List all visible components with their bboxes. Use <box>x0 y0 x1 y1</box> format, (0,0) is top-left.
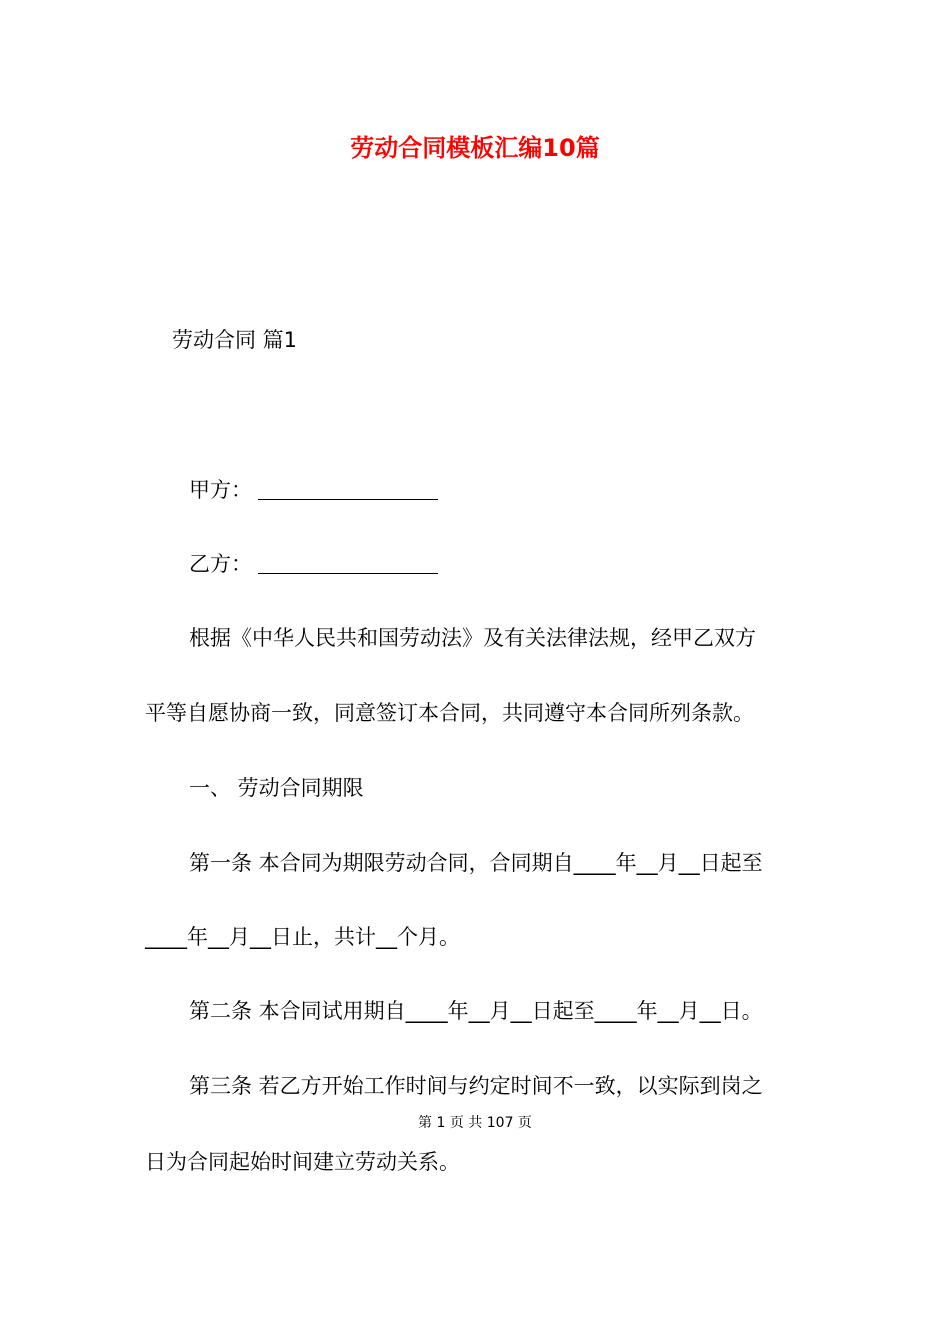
article-1-line-1: 第一条 本合同为期限劳动合同，合同期自____年__月__日起至 <box>189 851 763 875</box>
article-1-line-2: ____年__月__日止，共计__个月。 <box>145 925 460 949</box>
chapter-1-heading: 一、 劳动合同期限 <box>189 776 364 800</box>
paragraph-1-line-2: 平等自愿协商一致，同意签订本合同，共同遵守本合同所列条款。 <box>145 701 754 725</box>
party-a-line <box>189 475 438 505</box>
party-b-blank <box>258 553 438 574</box>
article-3-line-1: 第三条 若乙方开始工作时间与约定时间不一致，以实际到岗之 <box>189 1074 763 1098</box>
section-heading: 劳动合同 篇1 <box>172 328 298 352</box>
party-a-blank <box>258 479 438 500</box>
page-footer: 第 1 页 共 107 页 <box>418 1115 532 1131</box>
document-title: 劳动合同模板汇编10篇 <box>350 134 600 162</box>
paragraph-1-line-1: 根据《中华人民共和国劳动法》及有关法律法规，经甲乙双方 <box>189 626 756 650</box>
party-a-label: 甲方： <box>189 478 252 502</box>
article-3-line-2: 日为合同起始时间建立劳动关系。 <box>145 1150 460 1174</box>
article-2: 第二条 本合同试用期自____年__月__日起至____年__月__日。 <box>189 999 763 1023</box>
party-b-line <box>189 549 438 579</box>
party-b-label: 乙方： <box>189 552 252 576</box>
